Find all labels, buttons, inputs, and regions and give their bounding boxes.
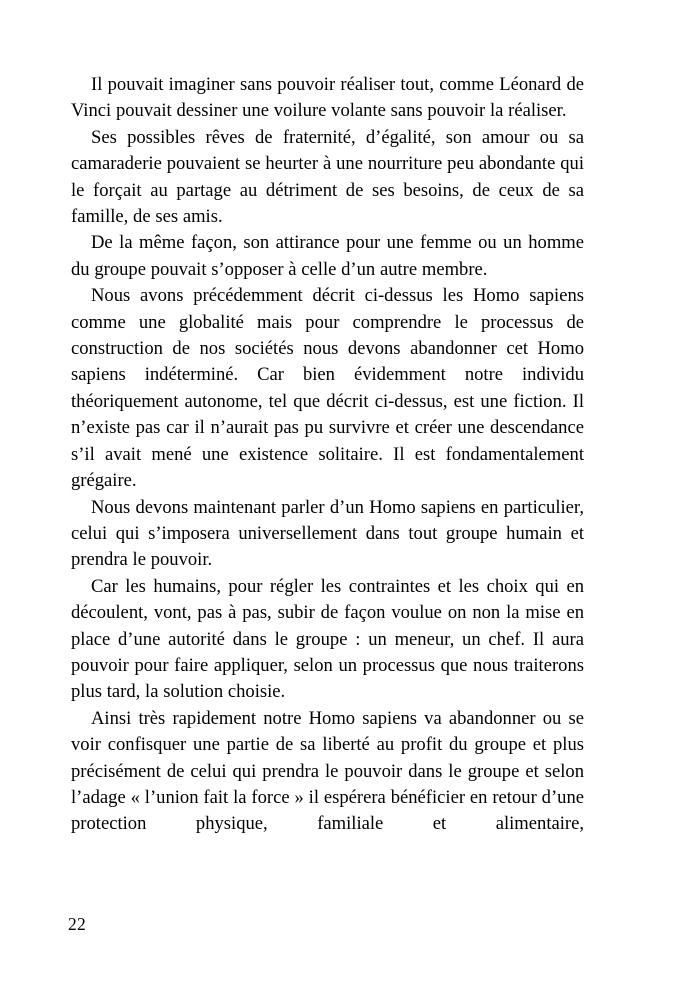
page-number: 22 (68, 914, 86, 934)
body-paragraph: Car les humains, pour régler les contraintes et les choix qui en découlent, vont, pas à pas, subir de façon voulue on non la mise en place d’une autorité dans le groupe : un meneur, un chef. Il aura pouvoir pour faire appliquer, selon un processus que nous traiterons plus tard, la solution choisie. (71, 575, 584, 703)
body-paragraph: De la même façon, son attirance pour une femme ou un homme du groupe pouvait s’opposer à celle d’un autre membre. (71, 232, 584, 280)
body-paragraph: Nous devons maintenant parler d’un Homo sapiens en particulier, celui qui s’imposera universellement dans tout groupe humain et prendra le pouvoir. (71, 496, 584, 571)
body-paragraph: Ses possibles rêves de fraternité, d’égalité, son amour ou sa camaraderie pouvaient se heurter à une nourriture peu abondante qui le forçait au partage au détriment de ses besoins, de ceux de sa famille, de ses amis. (71, 126, 584, 228)
body-paragraph: Ainsi très rapidement notre Homo sapiens va abandonner ou se voir confisquer une partie de sa liberté au profit du groupe et plus précisément de celui qui prendra le pouvoir dans le groupe et selon l’adage « l’union fait la force » il espérera bénéficier en retour d’une protection physique, familiale et alimentaire, (71, 707, 584, 835)
body-paragraph: Il pouvait imaginer sans pouvoir réaliser tout, comme Léonard de Vinci pouvait dessiner une voilure volante sans pouvoir la réaliser. (71, 74, 584, 122)
body-text-column (71, 72, 584, 864)
body-paragraph: Nous avons précédemment décrit ci-dessus les Homo sapiens comme une globalité mais pour comprendre le processus de construction de nos sociétés nous devons abandonner cet Homo sapiens indéterminé. Car bien évidemment notre individu théoriquement autonome, tel que décrit ci-dessus, est une fiction. Il n’existe pas car il n’aurait pas pu survivre et créer une descendance s’il avait mené une existence solitaire. Il est fondamentalement grégaire. (71, 285, 584, 492)
